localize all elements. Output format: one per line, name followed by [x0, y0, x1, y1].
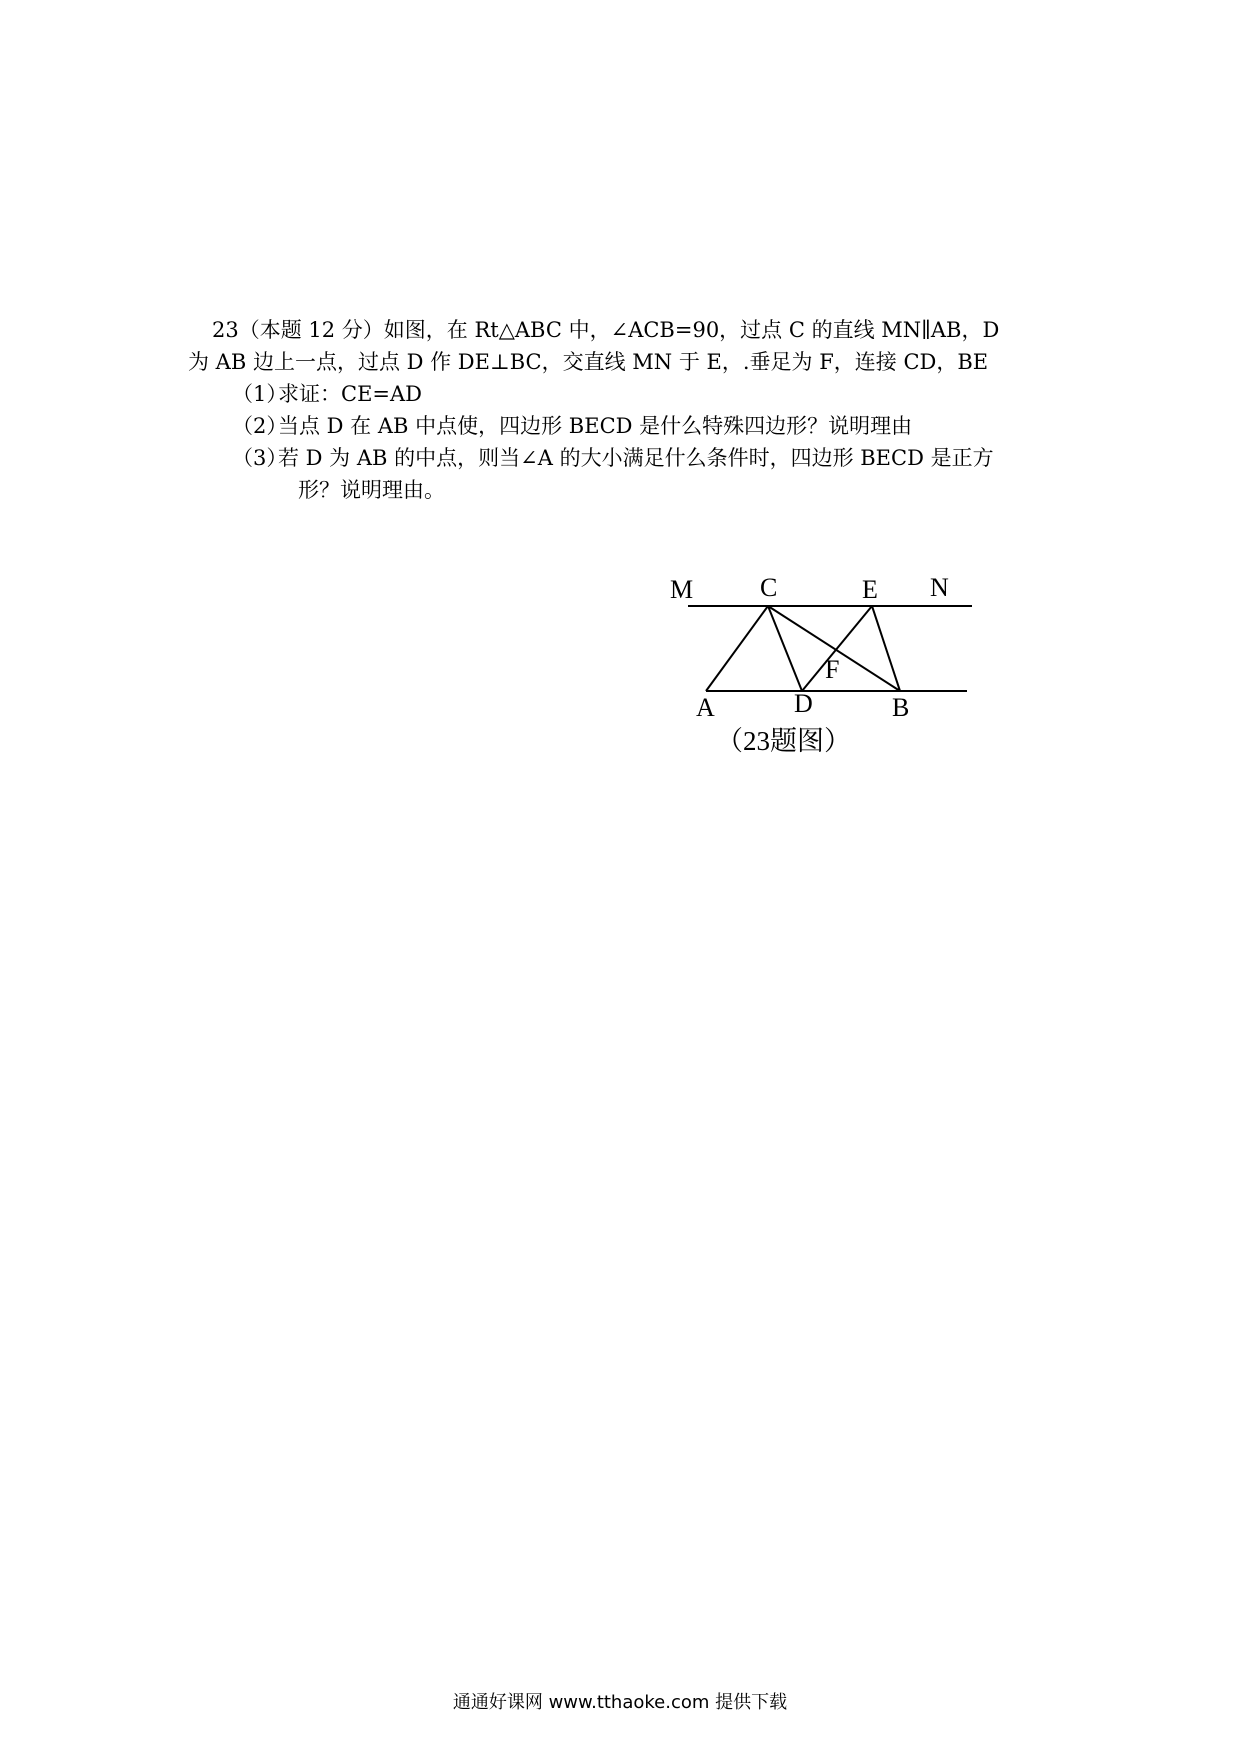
problem-header: 23（本题 12 分）如图，在 Rt△ABC 中，∠ACB=90，过点 C 的直线 MN∥AB，D — [212, 318, 1000, 342]
label-c: C — [760, 573, 778, 602]
label-a: A — [696, 693, 715, 722]
subquestion-1 — [212, 378, 1062, 410]
label-e: E — [862, 575, 878, 604]
subquestion-3 — [212, 442, 1062, 474]
geometry-figure — [660, 560, 1000, 770]
segment-eb — [872, 606, 900, 691]
segment-cd — [768, 606, 802, 691]
label-d: D — [794, 689, 813, 718]
subquestion-2 — [212, 410, 1062, 442]
subquestion-3-number: （3） — [232, 446, 288, 470]
geometry-diagram — [660, 560, 1000, 770]
label-f: F — [825, 655, 840, 684]
subquestion-1-text: 求证：CE=AD — [278, 382, 422, 406]
problem-header-continuation: 为 AB 边上一点，过点 D 作 DE⊥BC，交直线 MN 于 E，.垂足为 F，连接 CD，BE — [188, 350, 989, 374]
figure-caption: （23题图） — [716, 726, 851, 756]
label-n: N — [930, 573, 949, 602]
label-m: M — [670, 575, 694, 604]
subquestion-2-number: （2） — [232, 414, 288, 438]
label-b: B — [892, 693, 910, 722]
segment-ac — [706, 606, 768, 691]
footer-credit: 通通好课网 www.tthaoke.com 提供下载 — [452, 1692, 788, 1713]
subquestion-3-text: 若 D 为 AB 的中点，则当∠A 的大小满足什么条件时，四边形 BECD 是正方 — [278, 446, 994, 470]
subquestion-1-number: （1） — [232, 382, 288, 406]
subquestion-2-text: 当点 D 在 AB 中点使，四边形 BECD 是什么特殊四边形？说明理由 — [278, 414, 913, 438]
subquestion-3-continuation: 形？说明理由。 — [298, 478, 445, 502]
problem-23 — [188, 314, 1062, 506]
